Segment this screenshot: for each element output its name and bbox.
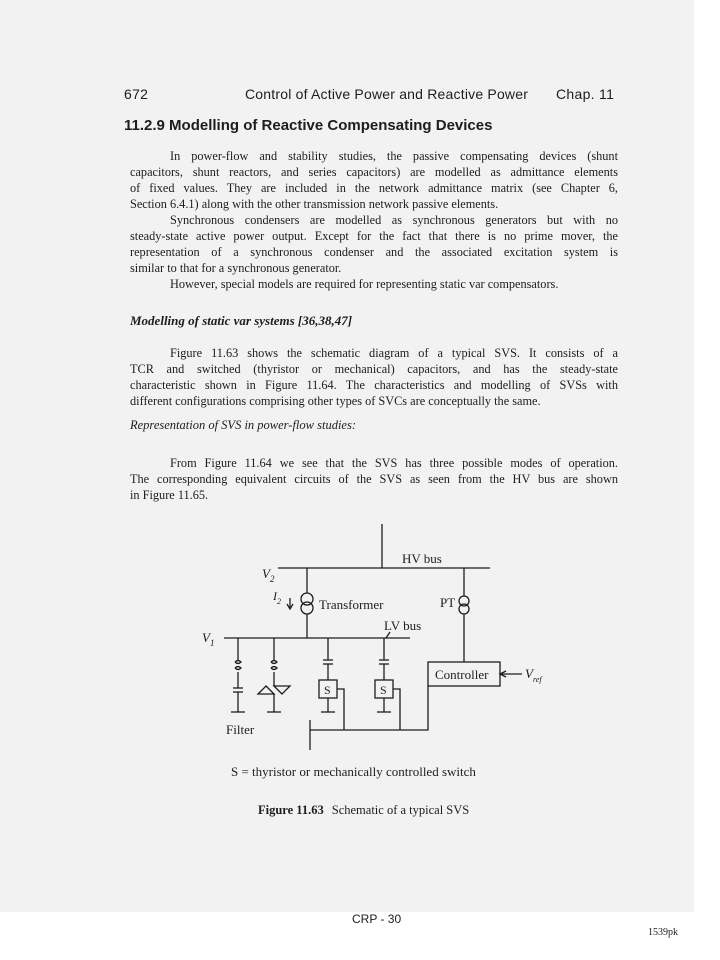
caption-label: Figure 11.63 <box>258 803 324 817</box>
controller-label: Controller <box>435 667 489 682</box>
paragraph-svs-description <box>130 345 618 409</box>
caption-text: Schematic of a typical SVS <box>331 803 470 817</box>
text-line: different configurations comprising other types of SVCs are conceptually the same. <box>130 394 541 408</box>
text-line: of fixed values. They are included in the network admittance matrix (see Chapter 6, <box>130 181 618 195</box>
footer-page-id: CRP - 30 <box>352 912 402 926</box>
sc1-control <box>337 689 344 730</box>
text-line: From Figure 11.64 we see that the SVS has three possible modes of operation. <box>170 456 618 470</box>
text-line: In power-flow and stability studies, the passive compensating devices (shunt <box>170 149 618 163</box>
running-title: Control of Active Power and Reactive Power <box>245 86 529 102</box>
transformer-label: Transformer <box>319 597 384 612</box>
transformer-winding-secondary <box>301 602 313 614</box>
text-line: Section 6.4.1) along with the other transmission network passive elements. <box>130 197 499 211</box>
text-line: in Figure 11.65. <box>130 488 209 502</box>
text-line: Figure 11.63 shows the schematic diagram of a typical SVS. It consists of a <box>170 346 618 360</box>
text-line: representation of a synchronous condenser and the associated excitation system is <box>130 245 618 259</box>
switch-label-2: S <box>380 683 387 697</box>
v2-label: $V_2$ <box>262 566 275 584</box>
i2-label: $I_2$ <box>273 589 281 606</box>
text-line: steady-state active power output. Except for the fact that there is no prime mover, the <box>130 229 618 243</box>
chapter-label: Chap. 11 <box>556 86 615 102</box>
footer-code: 1539pk <box>648 927 678 938</box>
text-line: characteristic shown in Figure 11.64. The characteristics and modelling of SVSs with <box>130 378 618 392</box>
paragraph-passive-devices <box>130 148 618 212</box>
hv-bus-label: HV bus <box>402 551 442 566</box>
subheading-svs-modelling: Modelling of static var systems [36,38,47] <box>130 313 353 328</box>
subheading-power-flow: Representation of SVS in power-flow studies: <box>130 418 357 432</box>
text-line: However, special models are required for representing static var compensators. <box>170 277 559 291</box>
thyristor-forward <box>258 686 274 694</box>
pt-label: PT <box>440 595 456 610</box>
text-line: similar to that for a synchronous generator. <box>130 261 342 275</box>
paragraph-static-var <box>130 276 618 292</box>
paragraph-modes <box>130 455 618 503</box>
text-line: The corresponding equivalent circuits of the SVS as seen from the HV bus are shown <box>130 472 618 486</box>
text-line: Synchronous condensers are modelled as synchronous generators but with no <box>170 213 618 227</box>
filter-reactor <box>235 661 241 670</box>
figure-legend: S = thyristor or mechanically controlled switch <box>231 764 476 779</box>
text-line: capacitors, shunt reactors, and series capacitors) are modelled as admittance elements <box>130 165 618 179</box>
text-line: TCR and switched (thyristor or mechanical) capacitors, and has the steady-state <box>130 362 618 376</box>
page-margin <box>694 0 720 960</box>
svs-schematic <box>200 522 570 770</box>
switch-label-1: S <box>324 683 331 697</box>
tcr-reactor <box>271 661 277 670</box>
sc2-control <box>393 689 400 730</box>
v1-label: $V_1$ <box>202 630 215 648</box>
vref-label: $V_{ref}$ <box>525 666 542 684</box>
section-title: 11.2.9 Modelling of Reactive Compensating Devices <box>124 117 493 134</box>
paragraph-synchronous-condensers <box>130 212 618 276</box>
page-number: 672 <box>124 86 149 102</box>
thyristor-reverse <box>274 686 290 694</box>
filter-label: Filter <box>226 722 255 737</box>
svs-schematic-figure <box>200 522 570 770</box>
lv-bus-label: LV bus <box>384 618 422 633</box>
figure-caption <box>258 803 469 818</box>
